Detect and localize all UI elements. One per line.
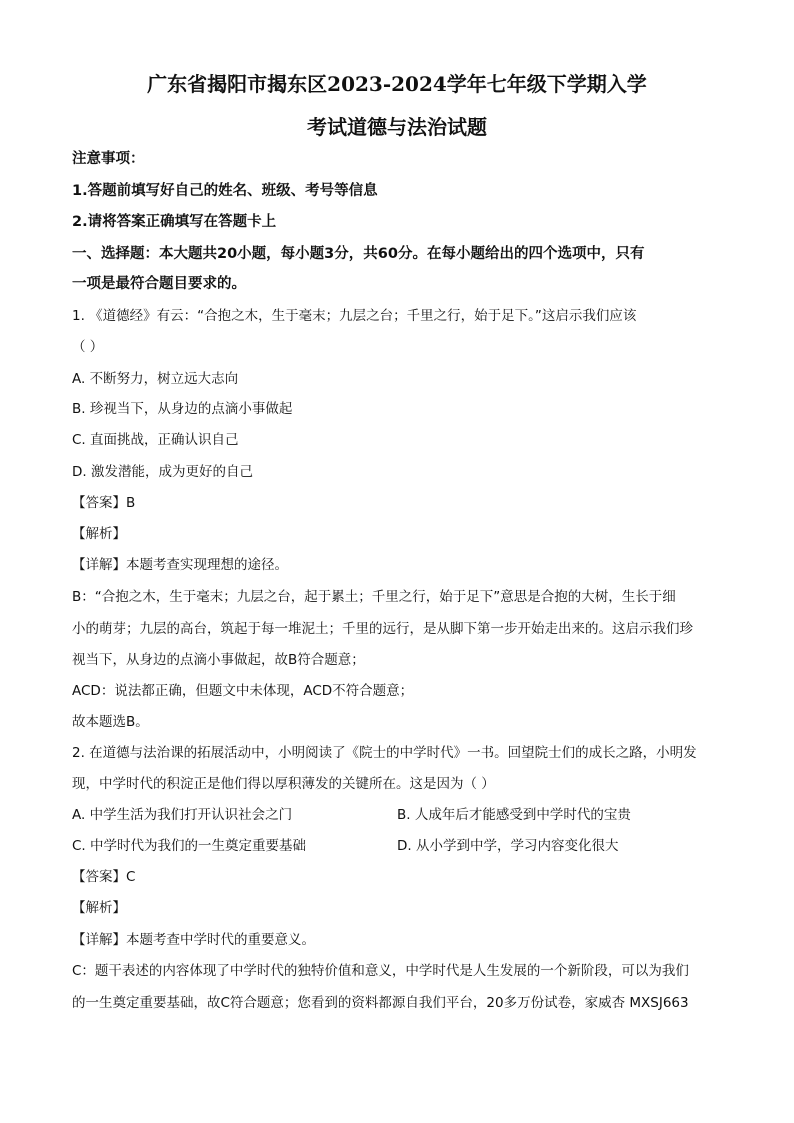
question-1-detail-line5: ACD：说法都正确，但题文中未体现，ACD不符合题意； [72, 683, 414, 699]
document-title-line2: 考试道德与法治试题 [307, 115, 487, 139]
question-1-option-a: A. 不断努力，树立远大志向 [72, 371, 239, 387]
notice-heading: 注意事项： [72, 151, 145, 167]
question-1-stem-line1: 1. 《道德经》有云：“合抱之木，生于毫末；九层之台；千里之行，始于足下。”这启示我们应该 [72, 308, 637, 324]
question-1-option-c: C. 直面挑战，正确认识自己 [72, 432, 239, 448]
question-1-answer: 【答案】B [72, 495, 136, 511]
question-2-detail-line1: 【详解】本题考查中学时代的重要意义。 [72, 932, 315, 948]
question-2-option-d: D. 从小学到中学，学习内容变化很大 [397, 838, 619, 854]
document-title-line1: 广东省揭阳市揭东区2023-2024学年七年级下学期入学 [147, 72, 647, 96]
question-1-detail-line3: 小的萌芽；九层的高台，筑起于每一堆泥土；千里的远行，是从脚下第一步开始走出来的。这启示我们珍 [72, 621, 693, 637]
question-2-answer: 【答案】C [72, 869, 136, 885]
question-2-option-c: C. 中学时代为我们的一生奠定重要基础 [72, 838, 307, 854]
question-2-stem-line2: 现，中学时代的积淀正是他们得以厚积薄发的关键所在。这是因为（ ） [72, 776, 495, 792]
question-1-detail-line2: B：“合抱之木，生于毫末；九层之台，起于累土；千里之行，始于足下”意思是合抱的大树，生长于细 [72, 589, 676, 605]
question-2-analysis-label: 【解析】 [72, 900, 126, 916]
question-1-option-d: D. 激发潜能，成为更好的自己 [72, 464, 253, 480]
question-1-option-b: B. 珍视当下，从身边的点滴小事做起 [72, 401, 293, 417]
question-1-detail-line1: 【详解】本题考查实现理想的途径。 [72, 557, 288, 573]
question-2-option-b: B. 人成年后才能感受到中学时代的宝贵 [397, 807, 631, 823]
section-heading-line1: 一、选择题：本大题共20小题，每小题3分，共60分。在每小题给出的四个选项中，只有 [72, 246, 645, 262]
notice-item-2: 2.请将答案正确填写在答题卡上 [72, 214, 277, 230]
section-heading-line2: 一项是最符合题目要求的。 [72, 276, 246, 292]
question-2-stem-line1: 2. 在道德与法治课的拓展活动中，小明阅读了《院士的中学时代》一书。回望院士们的成长之路，小明发 [72, 745, 697, 761]
question-2-option-a: A. 中学生活为我们打开认识社会之门 [72, 807, 293, 823]
notice-item-1: 1.答题前填写好自己的姓名、班级、考号等信息 [72, 183, 378, 199]
question-1-detail-line4: 视当下，从身边的点滴小事做起，故B符合题意； [72, 652, 365, 668]
question-2-detail-line3: 的一生奠定重要基础，故C符合题意；您看到的资料都源自我们平台，20多万份试卷，家威杏 MXSJ663 [72, 995, 689, 1011]
question-1-detail-line6: 故本题选B。 [72, 714, 149, 730]
question-2-detail-line2: C：题干表述的内容体现了中学时代的独特价值和意义，中学时代是人生发展的一个新阶段，可以为我们 [72, 963, 689, 979]
question-1-analysis-label: 【解析】 [72, 526, 126, 542]
question-1-stem-line2: （ ） [72, 339, 104, 355]
